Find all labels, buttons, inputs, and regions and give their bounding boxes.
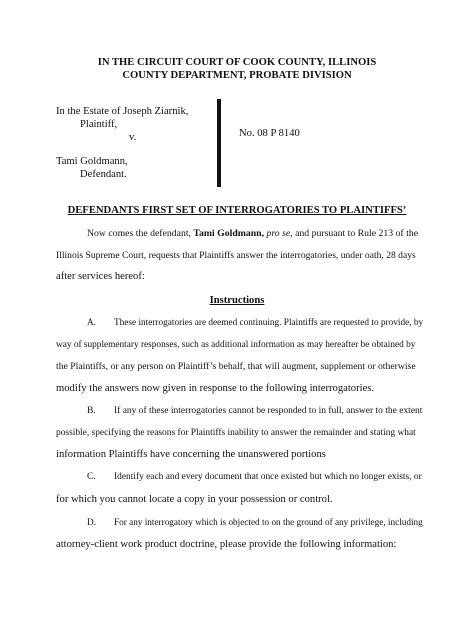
- instruction-d-text-1: For any interrogatory which is objected to on the ground of any privilege, including: [114, 517, 423, 527]
- intro-paragraph: [56, 223, 419, 288]
- document-title: DEFENDANTS FIRST SET OF INTERROGATORIES TO PLAINTIFFS’: [67, 205, 407, 216]
- caption-estate: In the Estate of Joseph Ziarnik,: [56, 106, 189, 117]
- instruction-b: [56, 401, 423, 466]
- instruction-d-line-1: [56, 512, 423, 534]
- instructions-heading: Instructions: [209, 295, 265, 306]
- court-division: COUNTY DEPARTMENT, PROBATE DIVISION: [122, 70, 352, 81]
- court-name: IN THE CIRCUIT COURT OF COOK COUNTY, ILLINOIS: [97, 57, 377, 68]
- instruction-b-text-1: If any of these interrogatories cannot be responded to in full, answer to the extent: [114, 406, 423, 416]
- caption-defendant-name: Tami Goldmann,: [56, 156, 128, 167]
- intro-line-1: [56, 223, 419, 245]
- instruction-a-line-1: [56, 313, 424, 335]
- caption-plaintiff: Plaintiff,: [80, 119, 118, 130]
- instruction-c-line-1: [56, 467, 422, 489]
- instruction-c-line-2: for which you cannot locate a copy in your possession or control.: [56, 493, 333, 505]
- instruction-b-label: B.: [87, 406, 96, 416]
- case-number: No. 08 P 8140: [239, 128, 300, 139]
- intro-line-2: Illinois Supreme Court, requests that Plaintiffs answer the interrogatories, under oath, 28 days: [56, 249, 416, 261]
- intro-text-c: , and pursuant to Rule 213 of the: [290, 228, 419, 239]
- instruction-d-label: D.: [87, 517, 96, 527]
- instruction-a-text-1: These interrogatories are deemed continuing. Plaintiffs are requested to provide, by: [114, 318, 424, 328]
- defendant-name-bold: Tami Goldmann,: [193, 228, 265, 239]
- instruction-a: [56, 313, 424, 399]
- caption-versus: v.: [129, 132, 137, 143]
- intro-line-3: after services hereof:: [56, 271, 145, 282]
- instruction-a-line-3: the Plaintiffs, or any person on Plaintiff’s behalf, that will augment, supplement or otherwise: [56, 361, 416, 372]
- instruction-b-line-1: [56, 401, 423, 423]
- instruction-c-label: C.: [87, 472, 96, 482]
- instruction-a-line-4: modify the answers now given in response to the following interrogatories.: [56, 382, 375, 394]
- instruction-b-line-3: information Plaintiffs have concerning the unanswered portions: [56, 449, 326, 460]
- instruction-c-text-1: Identify each and every document that once existed but which no longer exists, or: [114, 472, 422, 482]
- caption-divider: [217, 99, 221, 187]
- instruction-c: [56, 467, 422, 510]
- instruction-a-label: A.: [87, 318, 97, 328]
- instruction-d-line-2: attorney-client work product doctrine, please provide the following information:: [56, 538, 397, 550]
- pro-se-italic: pro se: [266, 228, 291, 239]
- instruction-b-line-2: possible, specifying the reasons for Plaintiffs inability to answer the remainder and stating what: [56, 427, 416, 438]
- intro-text-a: Now comes the defendant,: [87, 228, 194, 239]
- instruction-d: [56, 512, 423, 555]
- instruction-a-line-2: way of supplementary responses, such as additional information as may hereafter be obtained by: [56, 339, 416, 350]
- caption-defendant-role: Defendant.: [80, 169, 127, 180]
